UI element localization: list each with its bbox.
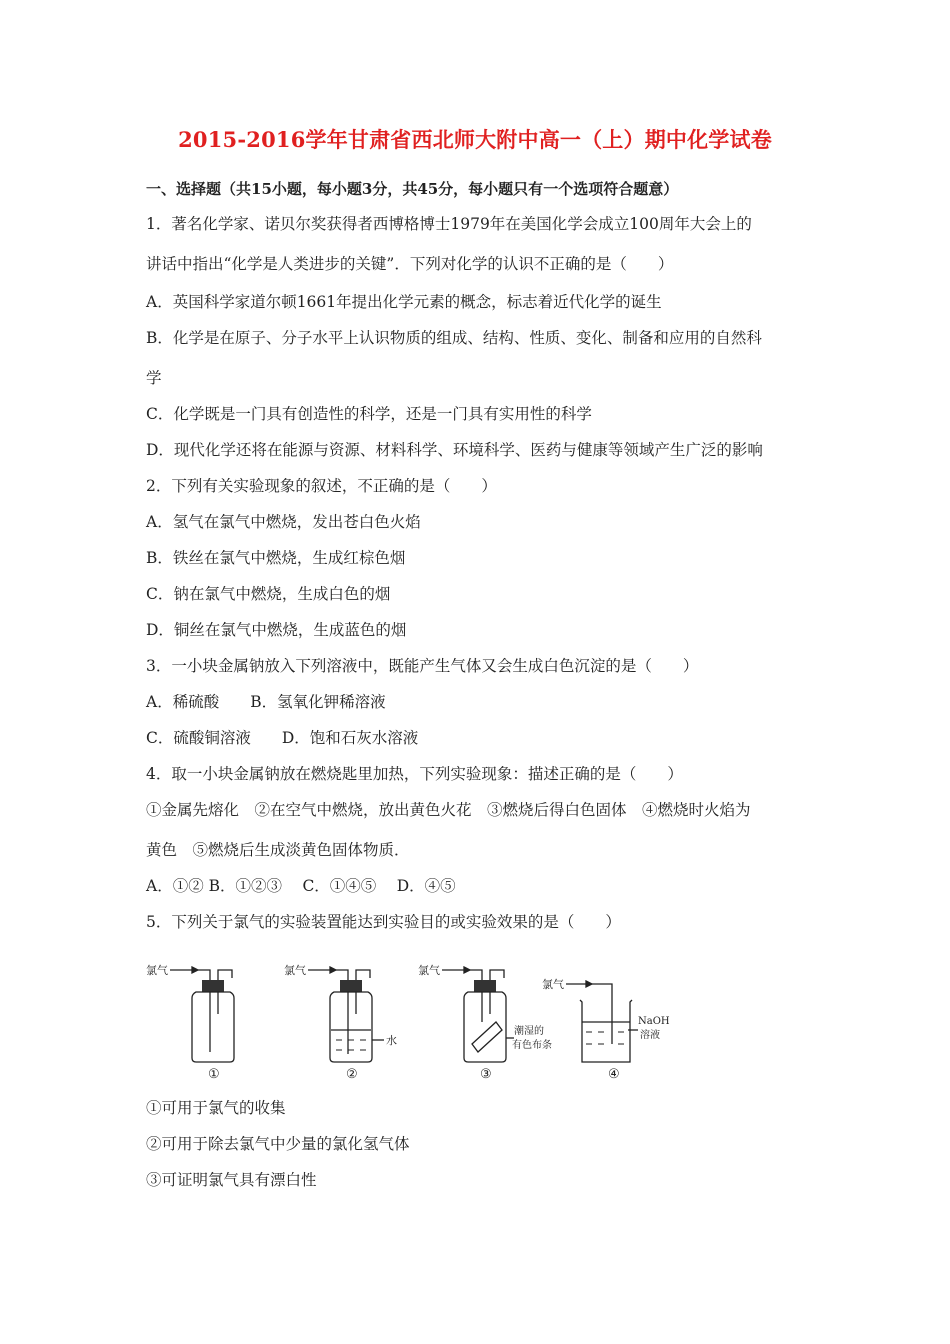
gas-label: 氯气 (284, 964, 306, 977)
question-line: 5．下列关于氯气的实验装置能达到实验目的或实验效果的是（ ） (146, 913, 621, 931)
option-line: C．钠在氯气中燃烧，生成白色的烟 (146, 585, 391, 603)
option-line: D．现代化学还将在能源与资源、材料科学、环境科学、医药与健康等领域产生广泛的影响 (146, 441, 763, 459)
option-line: D．铜丝在氯气中燃烧，生成蓝色的烟 (146, 621, 407, 639)
cloth-label: 有色布条 (512, 1040, 552, 1051)
option-line: A．①② B．①②③ C．①④⑤ D．④⑤ (146, 877, 456, 895)
question-line: 4．取一小块金属钠放在燃烧匙里加热，下列实验现象：描述正确的是（ ） (146, 765, 683, 783)
statement-line: ②可用于除去氯气中少量的氯化氢气体 (146, 1135, 410, 1153)
figure-label: ③ (480, 1067, 492, 1082)
water-label: 水 (386, 1034, 397, 1047)
option-line: A．氢气在氯气中燃烧，发出苍白色火焰 (146, 513, 421, 531)
option-line: C．硫酸铜溶液 D．饱和石灰水溶液 (146, 729, 419, 747)
naoh-label: NaOH (638, 1016, 670, 1027)
gas-label: 氯气 (146, 964, 168, 977)
option-line: A．英国科学家道尔顿1661年提出化学元素的概念，标志着近代化学的诞生 (146, 293, 662, 311)
gas-label: 氯气 (418, 964, 440, 977)
apparatus-figure (140, 958, 670, 1082)
apparatus-3 (418, 963, 552, 1082)
statement-line: ③可证明氯气具有漂白性 (146, 1171, 317, 1189)
section-heading: 一、选择题（共15小题，每小题3分，共45分，每小题只有一个选项符合题意） (146, 180, 679, 198)
question-line: 黄色 ⑤燃烧后生成淡黄色固体物质． (146, 841, 410, 859)
question-line: 2．下列有关实验现象的叙述，不正确的是（ ） (146, 477, 497, 495)
question-line: 3．一小块金属钠放入下列溶液中，既能产生气体又会生成白色沉淀的是（ ） (146, 657, 699, 675)
figure-label: ① (208, 1067, 220, 1082)
page-title: 2015-2016学年甘肃省西北师大附中高一（上）期中化学试卷 (178, 127, 772, 152)
question-line: 讲话中指出“化学是人类进步的关键”．下列对化学的认识不正确的是（ ） (146, 255, 674, 273)
option-line: 学 (146, 369, 162, 387)
option-line: C．化学既是一门具有创造性的科学，还是一门具有实用性的科学 (146, 405, 592, 423)
naoh-label: 溶液 (640, 1030, 660, 1041)
apparatus-2 (284, 963, 397, 1082)
option-line: B．化学是在原子、分子水平上认识物质的组成、结构、性质、变化、制备和应用的自然科 (146, 329, 762, 347)
option-line: A．稀硫酸 B．氢氧化钾稀溶液 (146, 693, 386, 711)
question-line: ①金属先熔化 ②在空气中燃烧，放出黄色火花 ③燃烧后得白色固体 ④燃烧时火焰为 (146, 801, 751, 819)
option-line: B．铁丝在氯气中燃烧，生成红棕色烟 (146, 549, 406, 567)
apparatus-1 (146, 963, 234, 1082)
apparatus-4 (542, 977, 670, 1082)
gas-label: 氯气 (542, 978, 564, 991)
statement-line: ①可用于氯气的收集 (146, 1099, 286, 1117)
cloth-label: 潮湿的 (514, 1026, 544, 1037)
figure-label: ④ (608, 1067, 620, 1082)
question-line: 1．著名化学家、诺贝尔奖获得者西博格博士1979年在美国化学会成立100周年大会上的 (146, 215, 752, 233)
figure-label: ② (346, 1067, 358, 1082)
